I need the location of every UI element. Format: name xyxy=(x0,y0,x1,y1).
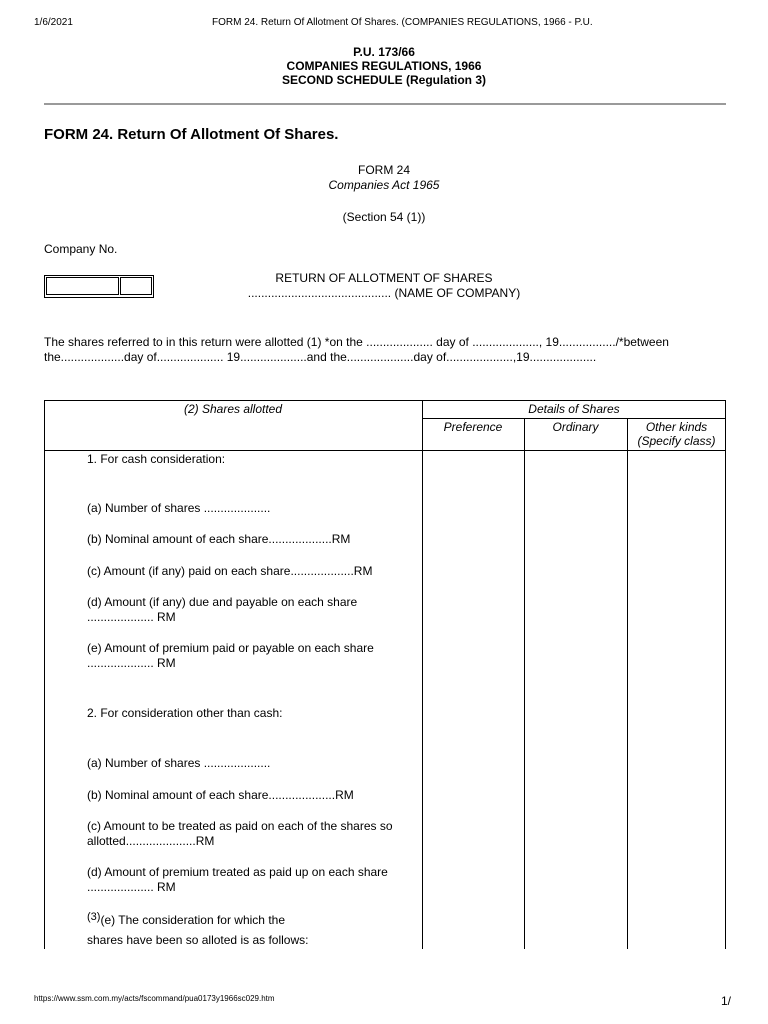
print-url: https://www.ssm.com.my/acts/fscommand/pua0173y1966sc029.htm xyxy=(34,994,275,1003)
header-specify-class: (Specify class) xyxy=(637,434,716,448)
header-shares-allotted: (2) Shares allotted xyxy=(183,402,283,416)
regulation-schedule: SECOND SCHEDULE (Regulation 3) xyxy=(281,73,486,87)
table-top-border xyxy=(44,400,726,401)
col-divider-2 xyxy=(524,418,525,949)
form-act: Companies Act 1965 xyxy=(328,178,440,192)
noncash-number-of-shares: (a) Number of shares .................... xyxy=(87,756,271,770)
return-title: RETURN OF ALLOTMENT OF SHARES xyxy=(275,271,493,285)
header-ordinary: Ordinary xyxy=(552,420,599,434)
header-bottom-border xyxy=(44,450,726,451)
noncash-nominal-amount: (b) Nominal amount of each share....................RM xyxy=(87,788,354,802)
header-preference: Preference xyxy=(443,420,503,434)
table-left-border xyxy=(44,400,45,949)
regulation-number: P.U. 173/66 xyxy=(353,45,415,59)
divider xyxy=(44,103,726,105)
cash-consideration-heading: 1. For cash consideration: xyxy=(87,452,226,466)
form-number: FORM 24 xyxy=(357,163,410,177)
company-no-label: Company No. xyxy=(44,242,118,256)
cash-nominal-amount: (b) Nominal amount of each share...................RM xyxy=(87,532,351,546)
noncash-consideration-line1 xyxy=(87,910,285,928)
noncash-premium-line1: (d) Amount of premium treated as paid up on each share xyxy=(87,865,388,879)
table-right-border xyxy=(725,400,726,949)
cash-premium-line2: .................... RM xyxy=(87,656,176,670)
header-other-kinds: Other kinds xyxy=(645,420,708,434)
noncash-consideration-heading: 2. For consideration other than cash: xyxy=(87,706,283,720)
noncash-premium-line2: .................... RM xyxy=(87,880,176,894)
page-number: 1/ xyxy=(721,994,732,1008)
cash-number-of-shares: (a) Number of shares .................... xyxy=(87,501,271,515)
details-underline xyxy=(422,418,726,419)
noncash-consideration-line2: shares have been so alloted is as follows: xyxy=(87,933,309,947)
form-section: (Section 54 (1)) xyxy=(342,210,426,224)
company-name-line: ........................................... (NAME OF COMPANY) xyxy=(247,286,521,300)
print-date: 1/6/2021 xyxy=(34,17,73,28)
cash-amount-due-line2: .................... RM xyxy=(87,610,176,624)
cash-amount-due-line1: (d) Amount (if any) due and payable on each share xyxy=(87,595,358,609)
header-details-of-shares: Details of Shares xyxy=(528,402,620,416)
regulation-name: COMPANIES REGULATIONS, 1966 xyxy=(286,59,482,73)
noncash-consideration-text: (e) The consideration for which the xyxy=(100,913,285,927)
col-divider-1 xyxy=(422,400,423,949)
footnote-marker: (3) xyxy=(87,911,101,923)
allotment-paragraph-line1: The shares referred to in this return were allotted (1) *on the .................... day of ...................., 19................./*between xyxy=(44,335,669,349)
noncash-amount-treated-line1: (c) Amount to be treated as paid on each of the shares so xyxy=(87,819,393,833)
noncash-amount-treated-line2: allotted.....................RM xyxy=(87,834,215,848)
allotment-paragraph-line2: the...................day of.................... 19....................and the....................day of....................,19.................... xyxy=(44,350,597,364)
cash-amount-paid: (c) Amount (if any) paid on each share...................RM xyxy=(87,564,373,578)
print-title: FORM 24. Return Of Allotment Of Shares. (COMPANIES REGULATIONS, 1966 - P.U. xyxy=(212,17,593,28)
col-divider-3 xyxy=(627,418,628,949)
form-heading: FORM 24. Return Of Allotment Of Shares. xyxy=(44,126,339,143)
cash-premium-line1: (e) Amount of premium paid or payable on each share xyxy=(87,641,374,655)
